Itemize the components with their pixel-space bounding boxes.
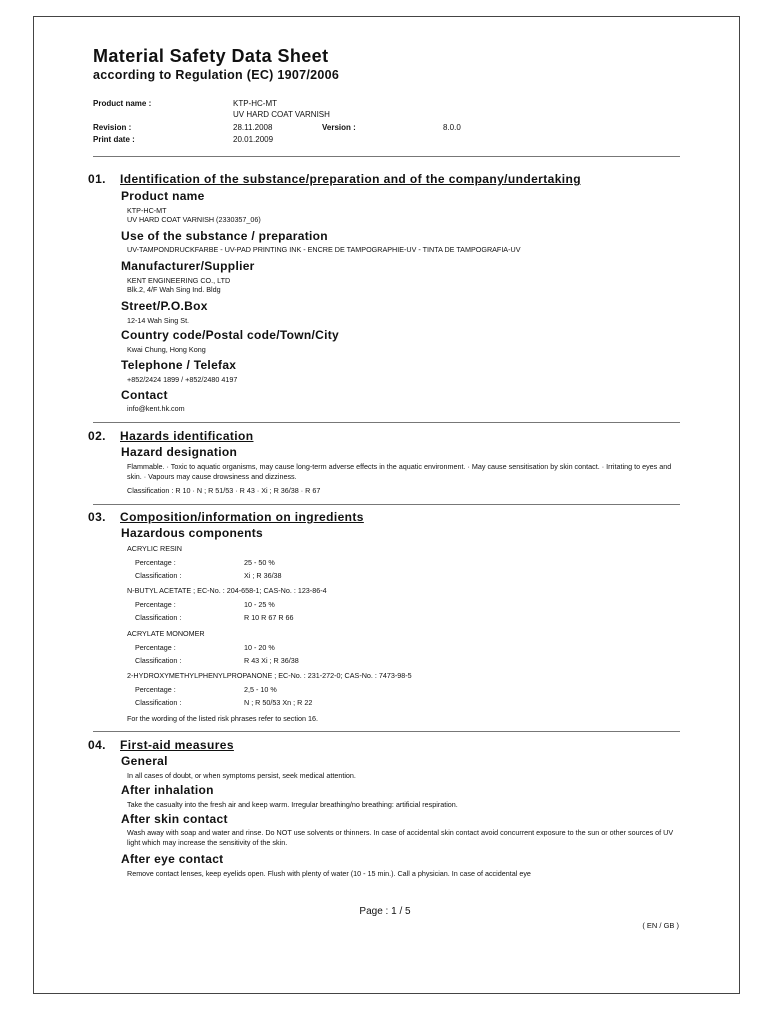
manufacturer-heading: Manufacturer/Supplier — [121, 259, 255, 273]
section-01-heading — [88, 172, 581, 186]
section-number: 02. — [88, 429, 106, 443]
component-name: ACRYLATE MONOMER — [127, 629, 205, 638]
percentage-value: 25 - 50 % — [244, 558, 275, 567]
hazard-text: Flammable. · Toxic to aquatic organisms, may cause long-term adverse effects in the aquatic environment. · May cause sensitisation by skin contact. · Irritating to eyes and skin. · Vapours may cause drowsiness and dizziness. — [127, 462, 672, 481]
version-label: Version : — [322, 123, 356, 132]
street-text: 12-14 Wah Sing St. — [127, 316, 190, 325]
classification-label: Classification : — [135, 571, 182, 580]
component-name: 2-HYDROXYMETHYLPHENYLPROPANONE ; EC-No. : 231-272-0; CAS-No. : 7473-98-5 — [127, 671, 412, 680]
product-name-line2: UV HARD COAT VARNISH — [233, 110, 330, 119]
page-number: Page : 1 / 5 — [359, 906, 411, 917]
header-divider — [93, 156, 680, 157]
country-text: Kwai Chung, Hong Kong — [127, 345, 206, 354]
section-number: 03. — [88, 510, 106, 524]
classification-value: R 43 Xi ; R 36/38 — [244, 656, 299, 665]
eye-contact-heading: After eye contact — [121, 852, 224, 866]
classification-label: Classification : — [135, 613, 182, 622]
telephone-text: +852/2424 1899 / +852/2480 4197 — [127, 375, 238, 384]
manufacturer-name: KENT ENGINEERING CO., LTD — [127, 276, 231, 285]
classification-value: Xi ; R 36/38 — [244, 571, 282, 580]
document-subtitle: according to Regulation (EC) 1907/2006 — [93, 68, 340, 82]
percentage-value: 10 - 25 % — [244, 600, 275, 609]
percentage-label: Percentage : — [135, 558, 176, 567]
hazard-heading: Hazard designation — [121, 445, 238, 459]
classification-value: R 10 R 67 R 66 — [244, 613, 294, 622]
product-name-heading: Product name — [121, 189, 205, 203]
use-heading: Use of the substance / preparation — [121, 229, 328, 243]
skin-contact-heading: After skin contact — [121, 812, 228, 826]
print-date-value: 20.01.2009 — [233, 135, 274, 144]
classification-label: Classification : — [135, 698, 182, 707]
section-divider — [93, 731, 680, 732]
inhalation-heading: After inhalation — [121, 783, 214, 797]
section-04-heading — [88, 738, 234, 752]
section-title: First-aid measures — [120, 738, 234, 752]
revision-label: Revision : — [93, 123, 132, 132]
components-heading: Hazardous components — [121, 526, 264, 540]
component-name: ACRYLIC RESIN — [127, 544, 182, 553]
section-03-heading — [88, 510, 364, 524]
section-divider — [93, 504, 680, 505]
classification-value: N ; R 50/53 Xn ; R 22 — [244, 698, 313, 707]
contact-email: info@kent.hk.com — [127, 404, 185, 413]
telephone-heading: Telephone / Telefax — [121, 358, 237, 372]
eye-contact-text: Remove contact lenses, keep eyelids open. Flush with plenty of water (10 - 15 min.). Call a physician. In case of accidental eye — [127, 869, 531, 878]
general-heading: General — [121, 754, 168, 768]
manufacturer-address: Blk.2, 4/F Wah Sing Ind. Bldg — [127, 285, 221, 294]
general-text: In all cases of doubt, or when symptoms persist, seek medical attention. — [127, 771, 356, 780]
street-heading: Street/P.O.Box — [121, 299, 208, 313]
section-number: 01. — [88, 172, 106, 186]
contact-heading: Contact — [121, 388, 168, 402]
section-number: 04. — [88, 738, 106, 752]
risk-phrase-note: For the wording of the listed risk phrases refer to section 16. — [127, 714, 318, 723]
document-title: Material Safety Data Sheet — [93, 46, 329, 66]
version-value: 8.0.0 — [443, 123, 461, 132]
section-title: Hazards identification — [120, 429, 254, 443]
country-heading: Country code/Postal code/Town/City — [121, 328, 339, 342]
section-title: Identification of the substance/preparation and of the company/undertaking — [120, 172, 581, 186]
product-name-label: Product name : — [93, 99, 152, 108]
product-code: KTP-HC-MT — [127, 206, 167, 215]
use-text: UV-TAMPONDRUCKFARBE - UV-PAD PRINTING INK - ENCRE DE TAMPOGRAPHIE-UV - TINTA DE TAMPOGRAFIA-UV — [127, 245, 521, 254]
product-name-line1: KTP-HC-MT — [233, 99, 277, 108]
revision-value: 28.11.2008 — [233, 123, 273, 132]
component-name: N-BUTYL ACETATE ; EC-No. : 204-658-1; CAS-No. : 123-86-4 — [127, 586, 327, 595]
percentage-label: Percentage : — [135, 600, 176, 609]
inhalation-text: Take the casualty into the fresh air and keep warm. Irregular breathing/no breathing: artificial respiration. — [127, 800, 458, 809]
percentage-value: 2,5 - 10 % — [244, 685, 277, 694]
percentage-label: Percentage : — [135, 643, 176, 652]
product-description: UV HARD COAT VARNISH (2330357_06) — [127, 215, 261, 224]
print-date-label: Print date : — [93, 135, 135, 144]
classification-label: Classification : — [135, 656, 182, 665]
skin-contact-text: Wash away with soap and water and rinse. Do NOT use solvents or thinners. In case of accidental skin contact avoid concurrent exposure to the sun or other sources of UV light which may increase the sensitivity of the skin. — [127, 828, 674, 847]
section-divider — [93, 422, 680, 423]
hazard-classification: Classification : R 10 · N ; R 51/53 · R 43 · Xi ; R 36/38 · R 67 — [127, 486, 321, 495]
percentage-label: Percentage : — [135, 685, 176, 694]
section-title: Composition/information on ingredients — [120, 510, 364, 524]
language-code: ( EN / GB ) — [642, 921, 679, 930]
percentage-value: 10 - 20 % — [244, 643, 275, 652]
section-02-heading — [88, 429, 254, 443]
